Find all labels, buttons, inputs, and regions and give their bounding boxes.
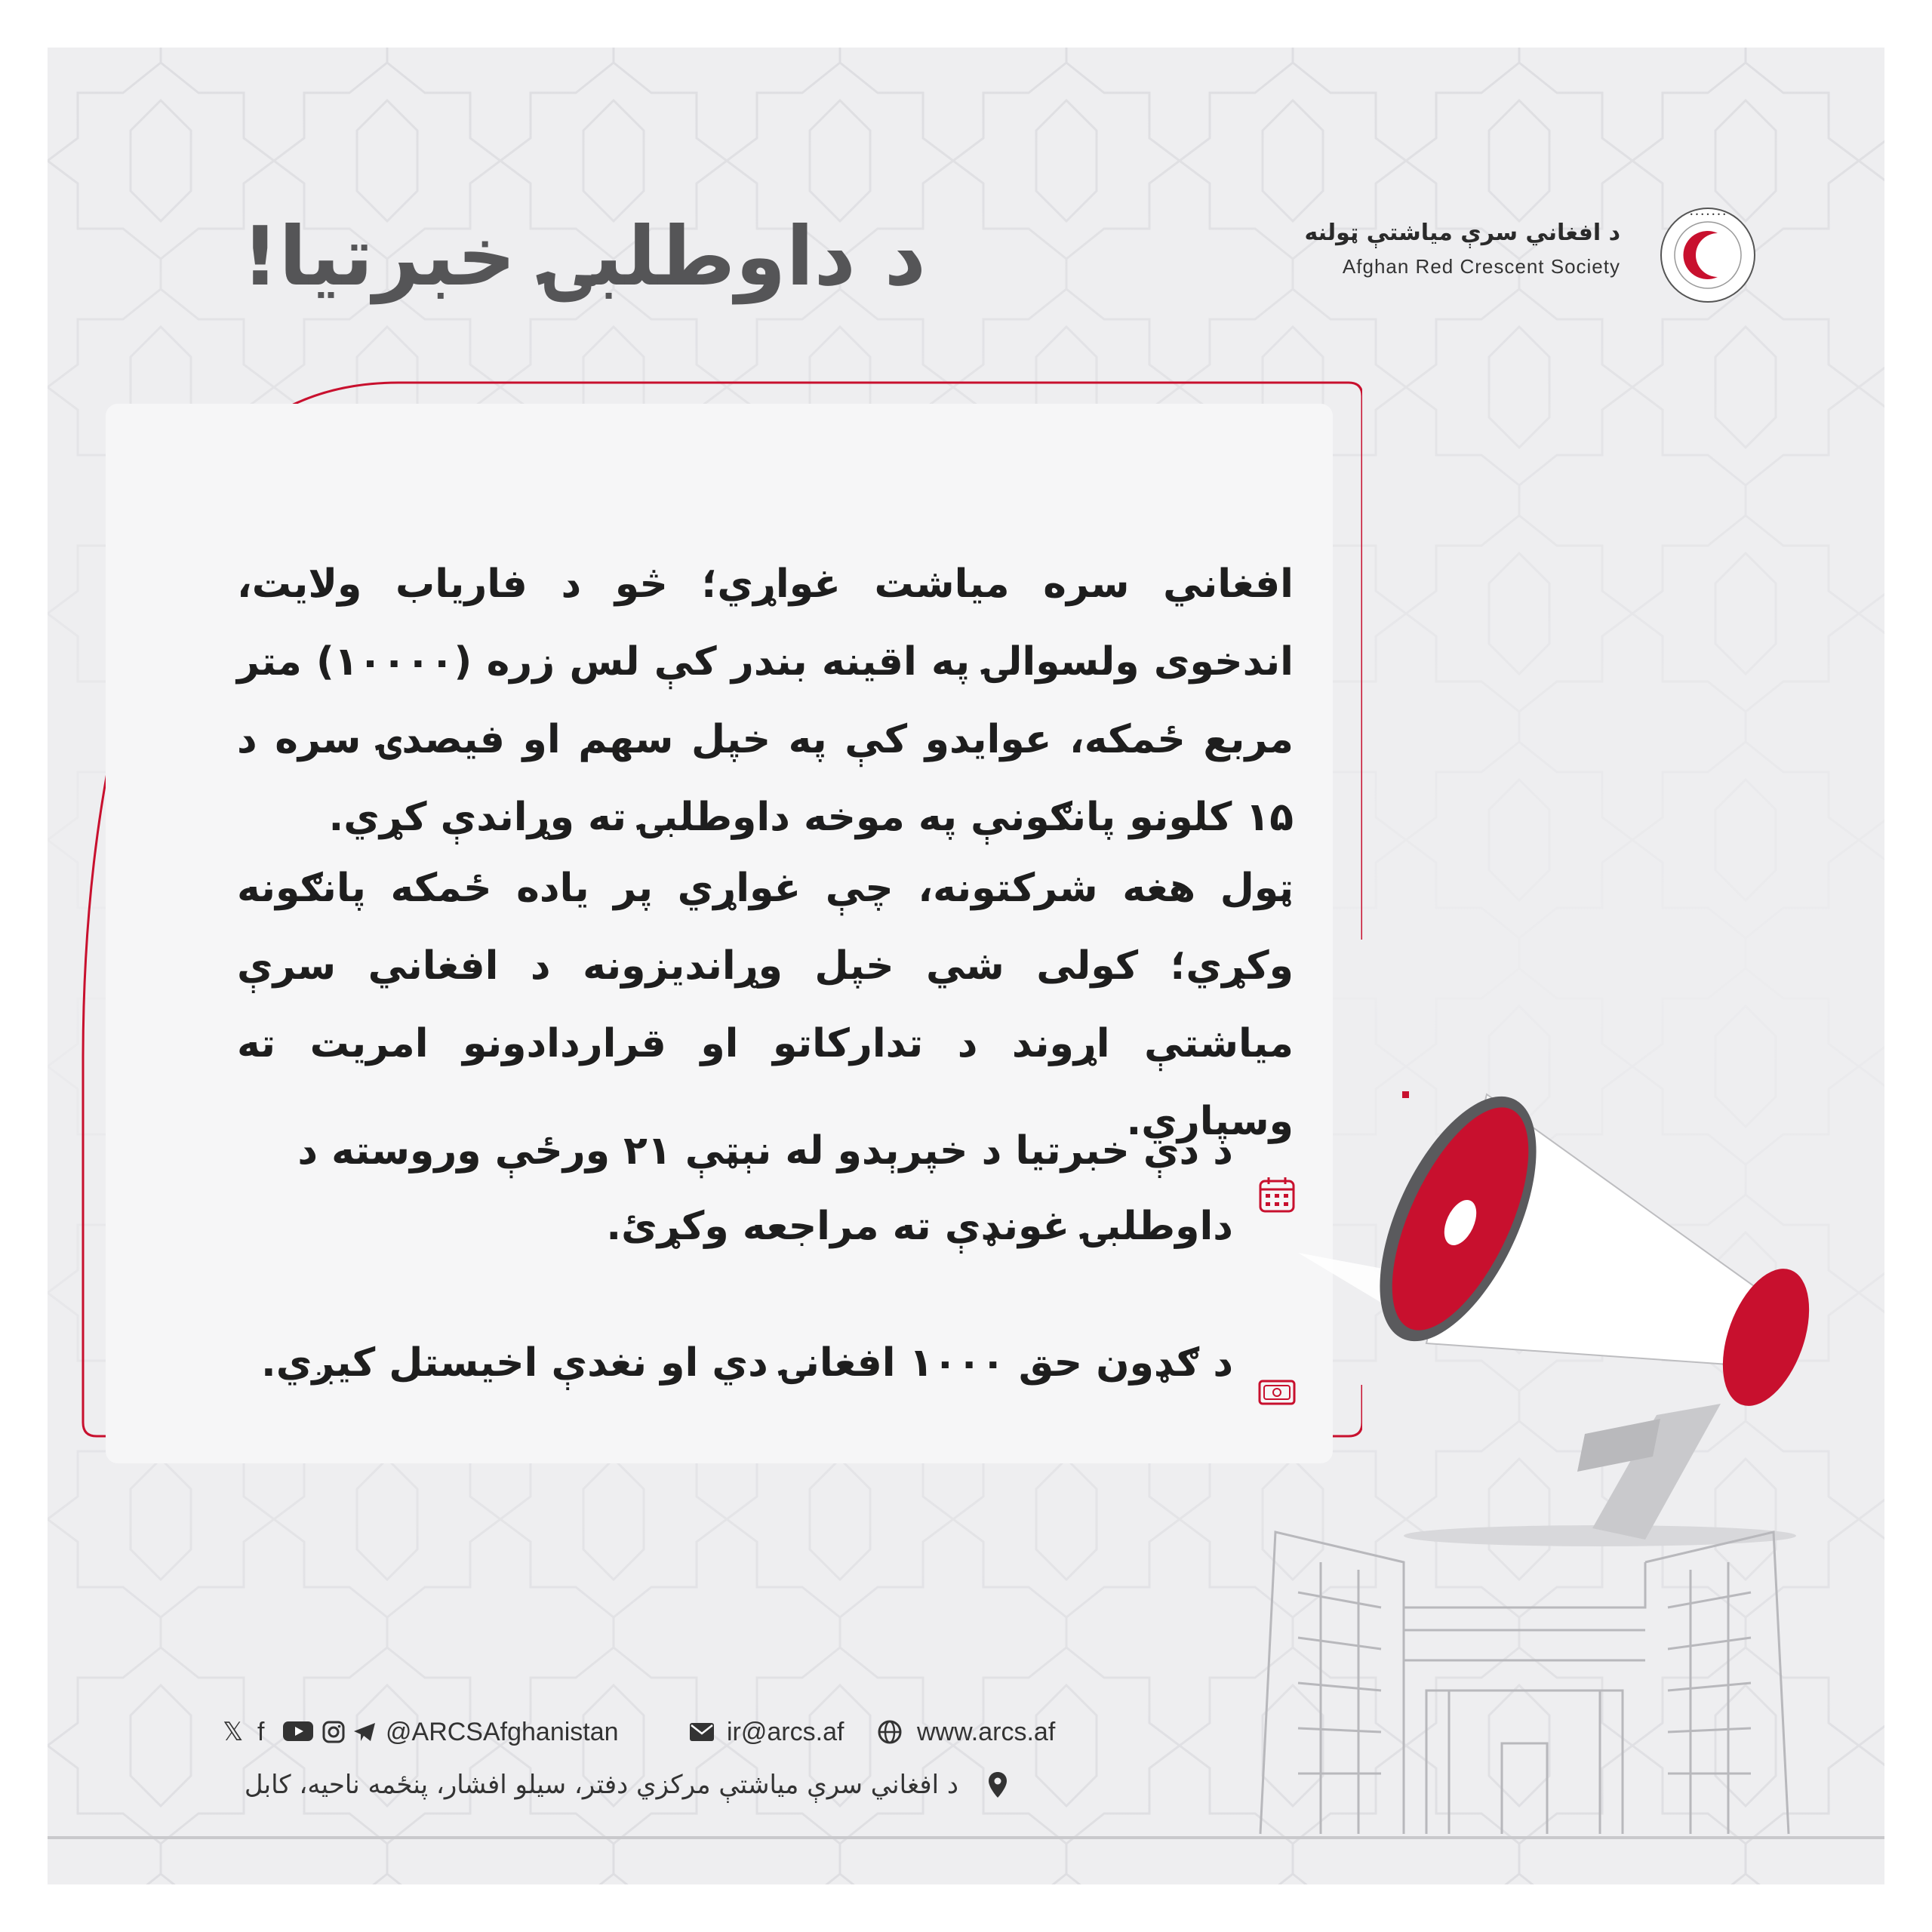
page-title: د داوطلبۍ خبرتیا! xyxy=(242,210,926,304)
website-link[interactable]: www.arcs.af xyxy=(917,1718,1056,1746)
social-handle[interactable]: @ARCSAfghanistan xyxy=(386,1718,619,1746)
footer-contacts xyxy=(223,1714,1068,1759)
bullet-fee: د ګډون حق ۱۰۰۰ افغانۍ دي او نغدې اخيستل کيږي. xyxy=(260,1340,1233,1386)
headquarters-building-illustration xyxy=(1253,1517,1796,1837)
address-text: د افغاني سرې مياشتې مرکزي دفتر، سيلو افشار، پنځمه ناحيه، کابل xyxy=(244,1770,958,1800)
telegram-icon[interactable] xyxy=(352,1721,377,1743)
money-icon xyxy=(1257,1372,1297,1413)
instagram-icon[interactable] xyxy=(322,1721,345,1743)
x-icon[interactable]: 𝕏 xyxy=(223,1718,244,1746)
youtube-icon[interactable] xyxy=(283,1720,313,1743)
red-crescent-logo xyxy=(1659,206,1757,304)
location-pin-icon xyxy=(988,1771,1008,1798)
bullet-deadline: د دې خبرتيا د خپرېدو له نېټې ۲۱ ورځې وروسته د داوطلبۍ غونډې ته مراجعه وکړئ. xyxy=(297,1128,1233,1249)
email-link[interactable]: ir@arcs.af xyxy=(727,1718,844,1746)
megaphone-icon xyxy=(1298,1079,1841,1547)
paragraph-1: افغاني سره میاشت غواړي؛ څو د فارياب ولايت، اندخوی ولسوالۍ په اقينه بندر کې لس زره (۱۰۰۰۰) متر مربع ځمکه، عوايدو کې په خپل سهم او فيصدۍ سره د ۱۵ کلونو پانګونې په موخه داوطلبۍ ته وړاندې کړي. xyxy=(237,561,1294,840)
poster xyxy=(48,48,1884,1884)
paragraph-2: ټول هغه شرکتونه، چې غواړي پر ياده ځمکه پانګونه وکړي؛ کولی شي خپل وړانديزونه د افغاني سرې مياشتې اړوند د تدارکاتو او قراردادونو امريت ته وسپاري. xyxy=(237,866,1294,1144)
org-name-pashto: د افغاني سرې میاشتې ټولنه xyxy=(1304,220,1620,246)
svg-text:• • • • • • •: • • • • • • • xyxy=(1689,211,1727,218)
email-icon xyxy=(689,1722,715,1742)
footer-baseline xyxy=(48,1836,1884,1839)
globe-icon xyxy=(878,1720,902,1744)
facebook-icon[interactable]: f xyxy=(257,1718,265,1746)
calendar-icon xyxy=(1257,1174,1297,1215)
org-name-english: Afghan Red Crescent Society xyxy=(1342,255,1620,278)
org-name-block xyxy=(1304,220,1620,278)
